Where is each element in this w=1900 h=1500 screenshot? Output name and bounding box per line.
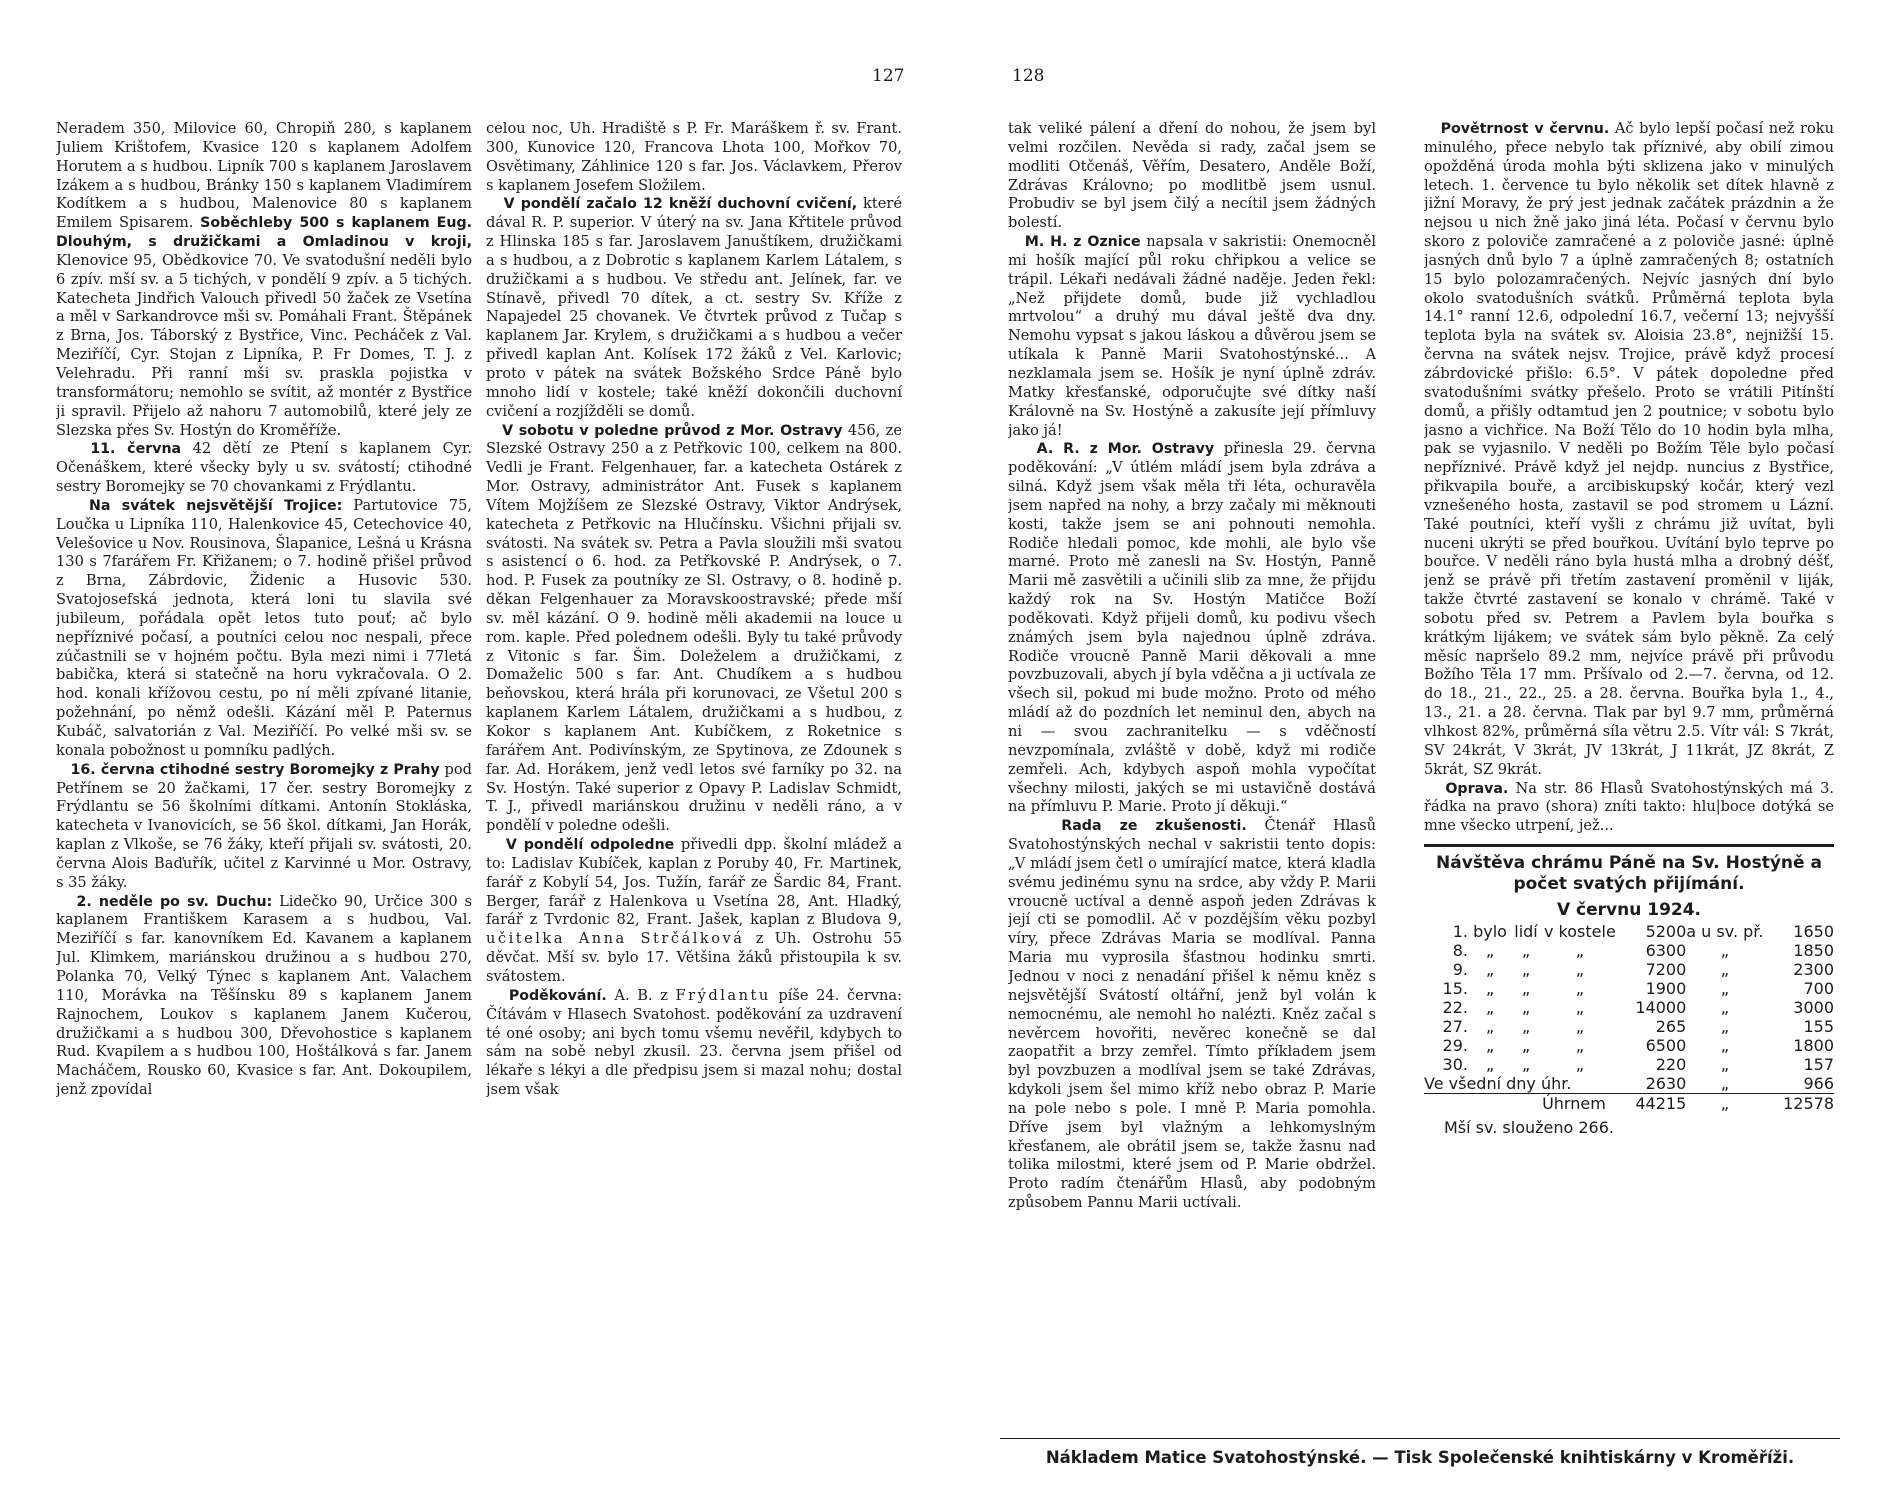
word-cell: „ bbox=[1720, 1016, 1730, 1036]
word-cell: „ bbox=[1485, 1035, 1495, 1055]
word-cell: v kostele bbox=[1544, 921, 1616, 941]
paragraph bbox=[56, 761, 472, 893]
word-cell: „ bbox=[1720, 978, 1730, 998]
weekday-people: 2630 bbox=[1616, 1074, 1687, 1094]
word-cell: „ bbox=[1575, 940, 1585, 960]
text: Ač bylo lepší počasí než roku minulého, přece nebylo tak příznivé, aby obilí zimou opožděná úroda mohla býti sklizena jako v minulých letech. 1. července tu bylo několik set dítek hlavně z jižní Moravy, že prý jest jednak začátek prázdnin a že nejsou u nich žně jako jiná léta. Počasí v červnu bylo skoro z poloviče zamračené a z poloviče jasné: úplně jasných dnů bylo 7 a úplně zamračených 8; ostatních 15 bylo polozamračených. Nejvíc jasných dní bylo okolo svatodušních svátků. Průměrná teplota byla 14.1° ranní 12.6, odpolední 16.7, večerní 13; nejvyšší teplota byla na svátek sv. Aloisia 23.8°, nejnižší 15. června na svátek nejsv. Trojice, právě když procesí zábrdovické přišlo: 6.5°. V pátek dopoledne před svatodušními svátky přešelo. Proto se vrátili Pitínští domů, a přišly odtamtud jen 2 poutnice; v sobotu bylo jasno a vichřice. Na Boží Tělo do 10 hodin byla mlha, pak se vyjasnilo. V neděli po Božím Těle bylo počasí nepříznivé. Právě když jel nejdp. nuncius z Bystřice, přikvapila bouře, a arcibiskupský kočár, který vezl vznešeného hosta, zastavil se pod stromem u Lázní. Také poutníci, kteří vyšli z chrámu již uvítat, byli nuceni ukrýti se před bouřkou. Uvítání bylo teprve po bouřce. V neděli ráno byla hustá mlha a drobný déšť, jenž se právě při třetím zastavení proměnil v liják, takže čtvrté zastavení se konalo v chrámě. Také v sobotu před sv. Petrem a Pavlem byla bouřka s krátkým lijákem; ve svátek sám bylo pěkně. Za celý měsíc napršelo 89.2 mm, nejvíce právě při průvodu Božího Těla 17 mm. Pršívalo od 2.—7. června, od 12. do 18., 21., 22., 25. a 28. června. Bouřka byla 1., 4., 13., 21. a 28. června. Tlak par byl 9.7 mm, průměrná vlhkost 82%, průměrná síla větru 2.5. Vítr vál: S 7krát, SV 24krát, V 3krát, JV 13krát, J 11krát, JZ 8krát, Z 5krát, SZ 9krát. bbox=[1424, 120, 1834, 778]
word-cell: „ bbox=[1485, 978, 1495, 998]
table-row bbox=[1424, 960, 1834, 979]
table-row bbox=[1424, 941, 1834, 960]
heading: V sobotu v poledne průvod z Mor. Ostravy bbox=[502, 422, 843, 439]
communions-cell: 700 bbox=[1803, 978, 1834, 998]
heading: Na svátek nejsvětější Trojice: bbox=[89, 497, 343, 514]
total-people: 44215 bbox=[1635, 1093, 1687, 1113]
stats-table bbox=[1424, 922, 1834, 1113]
word-cell: „ bbox=[1575, 978, 1585, 998]
ditto-mark: „ bbox=[1686, 1074, 1763, 1094]
text: 42 dětí ze Ptení s kaplanem Cyr. Očenáškem, které všecky byly u sv. svátostí; ctihodné sestry Boromejky se 70 chovankami z Frýdlantu. bbox=[56, 440, 472, 496]
communions-cell: 1800 bbox=[1793, 1035, 1834, 1055]
table-row bbox=[1424, 1036, 1834, 1055]
word-cell: „ bbox=[1521, 997, 1531, 1017]
paragraph bbox=[56, 893, 472, 1100]
paragraph bbox=[486, 422, 902, 837]
word-cell: „ bbox=[1521, 1035, 1531, 1055]
footer-divider bbox=[1000, 1438, 1840, 1439]
word-cell: „ bbox=[1485, 940, 1495, 960]
paragraph bbox=[1008, 817, 1376, 1213]
text: které dával R. P. superior. V úterý na sv. Jana Křtitele průvod z Hlinska 185 s far. Jaroslavem Januštíkem, družičkami a s hudbou, a z Dobrotic s kaplanem Karlem Látalem, s družičkami a s hudbou. Ve středu ant. Jelínek, far. ve Stínavě, přivedl 70 dítek, a ct. sestry Sv. Kříže z Napajedel 25 chovanek. Ve čtvrtek průvod z Tučap s kaplanem Jar. Krylem, s družičkami a s hudbou a večer přivedl kaplan Ant. Kolísek 172 žáků z Vel. Karlovic; proto v pátek na svátek Božského Srdce Páně bylo mnoho lidí v kostele; také kněží dokončili duchovní cvičení a rozjížděli se domů. bbox=[486, 195, 902, 420]
stats-title: Návštěva chrámu Páně na Sv. Hostýně a počet svatých přijímání. bbox=[1436, 853, 1822, 895]
heading: 16. června ctihodné sestry Boromejky z Prahy bbox=[70, 761, 440, 778]
people-cell: 5200 bbox=[1645, 921, 1687, 941]
heading: A. R. z Mor. Ostravy bbox=[1036, 441, 1215, 458]
word-cell: lidí bbox=[1514, 921, 1538, 941]
table-row bbox=[1424, 922, 1834, 941]
table-row bbox=[1424, 1017, 1834, 1036]
stats-subtitle: V červnu 1924. bbox=[1556, 900, 1702, 921]
total-communions: 12578 bbox=[1783, 1093, 1834, 1113]
paragraph bbox=[56, 440, 472, 497]
day-cell: 29. bbox=[1442, 1035, 1468, 1055]
heading: 11. června bbox=[90, 441, 182, 458]
communions-cell: 1650 bbox=[1793, 921, 1834, 941]
communions-cell: 155 bbox=[1803, 1016, 1834, 1036]
text: Klenovice 95, Obědkovice 70. Ve svatodušní neděli bylo 6 zpív. mší sv. a 5 tichých, v pondělí 9 zpív. a 5 tichých. Katecheta Jindřich Valouch přivedl 50 žaček ze Vsetína a měl v Sarkandrovce mši sv. Pomáhali Frant. Štěpánek z Brna, Jos. Táborský z Bystřice, Vinc. Pecháček z Val. Meziříčí, Cyr. Stojan z Lipníka, P. Fr Domes, T. J. z Velehradu. Při ranní mši sv. praskla pojistka v transformátoru; nemohlo se svítit, až montér z Bystřice ji spravil. Přijelo až nahoru 7 automobilů, které jely ze Slezska přes Sv. Hostýn do Kroměříže. bbox=[56, 251, 472, 439]
word-cell: „ bbox=[1575, 997, 1585, 1017]
table-row bbox=[1424, 1055, 1834, 1074]
text: Na str. 86 Hlasů Svatohostýnských má 3. řádka na pravo (shora) zníti takto: hlu|boce dotýká se mne všecko utrpení, jež... bbox=[1424, 779, 1834, 835]
day-cell: 27. bbox=[1442, 1016, 1468, 1036]
people-cell: 1900 bbox=[1645, 978, 1687, 998]
day-cell: 30. bbox=[1442, 1054, 1468, 1074]
text: 456, ze Slezské Ostravy 250 a z Petřkovic 100, celkem na 800. Vedli je Frant. Felgenhauer, far. a katecheta Ostárek z Mor. Ostravy, administrátor Ant. Fusek s kaplanem Vítem Mojžíšem ze Slezské Ostravy, Viktor Andrýsek, katecheta z Petřkovic na Hlučínsku. Všichni přijali sv. svátosti. Na svátek sv. Petra a Pavla sloužili mši svatou s asistencí o 6. hod. za Petřkovské P. Andrýsek, o 7. hod. P. Fusek za poutníky ze Sl. Ostravy, o 8. hodině p. děkan Felgenhauer za Moravskoostravské; přede mší sv. měl kázání. O 9. hodině měli akademii na louce u rom. kaple. Před polednem odešli. Byly tu také průvody z Vitonic s far. Šim. Doleželem a družičkami, z Domaželic 500 s far. Ant. Chudíkem a s hudbou beňovskou, která hrála při korunovaci, ze Všetul 200 s kaplanem Karlem Látalem, družičkami a s hudbou, z Kokor s kaplanem Ant. Kubíčkem, z Roketnice s farářem Ant. Podivínským, ze Spytinova, ze Zdounek s far. Ad. Horákem, jenž vedl letos své farníky po 32. na Sv. Hostýn. Také superior z Opavy P. Ladislav Schmidt, T. J., přivedl mariánskou družinu v neděli ráno, a v pondělí v poledne odešli. bbox=[486, 421, 902, 835]
paragraph bbox=[486, 836, 902, 987]
table-row bbox=[1424, 1074, 1834, 1094]
word-cell: „ bbox=[1485, 997, 1495, 1017]
paragraph bbox=[1424, 120, 1834, 780]
day-cell: 8. bbox=[1452, 940, 1468, 960]
day-cell: 15. bbox=[1442, 978, 1468, 998]
word-cell: „ bbox=[1575, 1054, 1585, 1074]
communions-cell: 157 bbox=[1803, 1054, 1834, 1074]
heading: V pondělí začalo 12 kněží duchovní cvičení, bbox=[503, 196, 858, 213]
word-cell: „ bbox=[1521, 1016, 1531, 1036]
text: přinesla 29. června poděkování: „V útlém mládí jsem byla zdráva a silná. Když jsem však měla tři léta, ochuravěla jsem napřed na nohy, a brzy začaly mi měknouti kosti, takže jsem se ani pohnouti nemohla. Rodiče hledali pomoc, kde mohli, ale bylo vše marné. Proto mě zanesli na Sv. Hostýn, Panně Marii mě zasvětili a učinili slib za mne, že přijdu každý rok na Sv. Hostýn Matičce Boží poděkovati. Když přijeli domů, ku podivu všech známých jsem byla najednou úplně zdráva. Rodiče vroucně Panně Marii děkovali a mne povzbuzovali, abych jí byla vděčna a ji uctívala ze všech sil, pokud mi bude možno. Proto od mého mládí až do pozdních let neminul den, abych na ni — svou zachranitelku — s vděčností nevzpomínala, zvláště v době, když mi rodiče zemřeli. Ach, kdybych aspoň mohla vypočítat všechny milosti, jakých se mi ustavičně dostává na přímluvu P. Marie. Proto jí děkuji.“ bbox=[1008, 440, 1376, 816]
column-1 bbox=[56, 120, 472, 1450]
day-cell: 1. bbox=[1452, 921, 1468, 941]
total-label: Úhrnem bbox=[1542, 1093, 1606, 1113]
word-cell: bylo bbox=[1473, 921, 1507, 941]
masses-note: Mší sv. slouženo 266. bbox=[1444, 1117, 1614, 1137]
heading: Oprava. bbox=[1445, 780, 1509, 797]
text: celou noc, Uh. Hradiště s P. Fr. Maráškem ř. sv. Frant. 300, Kunovice 120, Francova Lhota 100, Mořkov 70, Osvětimany, Záhlinice 120 s far. Jos. Václavkem, Přerov s kaplanem Josefem Složilem. bbox=[486, 120, 902, 194]
word-cell: „ bbox=[1720, 997, 1730, 1017]
word-cell: „ bbox=[1575, 959, 1585, 979]
heading: M. H. z Oznice bbox=[1024, 234, 1141, 251]
divider bbox=[1424, 844, 1834, 847]
word-cell: „ bbox=[1720, 1054, 1730, 1074]
word-cell: „ bbox=[1575, 1016, 1585, 1036]
word-cell: „ bbox=[1485, 1016, 1495, 1036]
word-cell: „ bbox=[1521, 940, 1531, 960]
word-cell: a u sv. př. bbox=[1686, 921, 1764, 941]
heading: 2. neděle po sv. Duchu: bbox=[76, 893, 273, 910]
word-cell: „ bbox=[1485, 959, 1495, 979]
day-cell: 22. bbox=[1442, 997, 1468, 1017]
paragraph bbox=[1008, 233, 1376, 440]
word-cell: „ bbox=[1720, 1035, 1730, 1055]
day-cell: 9. bbox=[1452, 959, 1468, 979]
communions-cell: 1850 bbox=[1793, 940, 1834, 960]
people-cell: 6300 bbox=[1645, 940, 1687, 960]
communions-cell: 3000 bbox=[1793, 997, 1834, 1017]
column-4 bbox=[1424, 120, 1834, 1450]
heading: Poděkování. bbox=[508, 987, 607, 1004]
spaced-text: Frýdlantu bbox=[675, 986, 771, 1004]
ditto-mark: „ bbox=[1720, 1093, 1730, 1113]
text: napsala v sakristii: Onemocněl mi hošík mající půl roku chřipkou a velice se trápil. Lékaři nedávali žádné naděje. Jeden řekl: „Než přijdete domů, bude již vychladlou mrtvolou“ a druhý mu dával ještě dva dny. Nemohu vypsat s jakou láskou a důvěrou jsem se utíkala k Panně Marii Svatohostýnské... A nezklamala jsem se. Hošík je nyní úplně zdráv. Matky křesťanské, odporučujte své dítky naší Královně na Sv. Hostýně a zakusíte její přímluvy jako já! bbox=[1008, 233, 1376, 439]
text: A. B. z bbox=[614, 986, 668, 1004]
paragraph bbox=[486, 120, 902, 195]
text: z Uh. Ostrohu 55 děvčat. Mší sv. bylo 17. Většina žáků přistoupila k sv. svátostem. bbox=[486, 930, 902, 985]
weekday-communions: 966 bbox=[1763, 1074, 1834, 1094]
imprint: Nákladem Matice Svatohostýnské. — Tisk Společenské knihtiskárny v Kroměříži. bbox=[1045, 1448, 1795, 1467]
text: přivedli dpp. školní mládež a to: Ladislav Kubíček, kaplan z Poruby 40, Fr. Martinek, farář z Kobylí 54, Jos. Tužín, farář ze Šardic 84, Frant. Berger, farář z Halenkova u Vsetína 28, Ant. Hladký, farář z Tvrdonic 82, Frant. Jašek, kaplan z Bludova 9, bbox=[486, 836, 902, 929]
people-cell: 265 bbox=[1655, 1016, 1687, 1036]
word-cell: „ bbox=[1720, 959, 1730, 979]
word-cell: „ bbox=[1521, 978, 1531, 998]
paragraph bbox=[486, 987, 902, 1100]
communions-cell: 2300 bbox=[1793, 959, 1834, 979]
text: Lidečko 90, Určice 300 s kaplanem Františkem Karasem a s hudbou, Val. Meziříčí s far. kanovníkem Ed. Kavanem a kaplanem Jul. Klimkem, mariánskou družinou a s hudbou 270, Polanka 70, Velký Týnec s kaplanem Ant. Valachem 110, Morávka na Těšínsku 89 s kaplanem Janem Rajnochem, Loukov s kaplanem Janem Kučerou, družičkami a s hudbou 300, Dřevohostice s kaplanem Rud. Kvapilem a s hudbou 100, Hoštálková s far. Janem Macháčem, Rousko 60, Kvasice s far. Ant. Dokoupilem, jenž zpovídal bbox=[56, 892, 472, 1099]
paragraph bbox=[1008, 120, 1376, 233]
heading: V pondělí odpoledne bbox=[505, 837, 675, 854]
page-number-right: 128 bbox=[1012, 66, 1045, 86]
word-cell: „ bbox=[1521, 959, 1531, 979]
paragraph bbox=[486, 195, 902, 421]
word-cell: „ bbox=[1521, 1054, 1531, 1074]
text: tak veliké pálení a dření do nohou, že jsem byl velmi rozčilen. Nevěda si rady, začal jsem se modliti Otčenáš, Věřím, Desatero, Anděle Boží, Zdrávas Královno; po modlitbě jsem usnul. Probudiv se byl jsem čilý a necítil jsem žádných bolestí. bbox=[1008, 120, 1376, 232]
people-cell: 7200 bbox=[1645, 959, 1687, 979]
paragraph bbox=[1008, 440, 1376, 817]
text: Neradem 350, Milovice 60, Chropiň 280, s kaplanem Juliem Krištofem, Kvasice 120 s kaplanem Adolfem Horutem a s hudbou. Lipník 700 s kaplanem Jaroslavem Izákem a s hudbou, Bránky 150 s kaplanem Vladimírem Kodítkem a s hudbou, Malenovice 80 s kaplanem Emilem Spisarem. bbox=[56, 120, 472, 232]
word-cell: „ bbox=[1720, 940, 1730, 960]
heading: Rada ze zkušenosti. bbox=[1061, 818, 1247, 835]
table-row bbox=[1424, 998, 1834, 1017]
word-cell: „ bbox=[1485, 1054, 1495, 1074]
table-row bbox=[1424, 1093, 1834, 1113]
paragraph bbox=[56, 497, 472, 761]
table-row bbox=[1424, 979, 1834, 998]
page-number-left: 127 bbox=[872, 66, 905, 86]
people-cell: 6500 bbox=[1645, 1035, 1687, 1055]
text: Čtenář Hlasů Svatohostýnských nechal v sakristii tento dopis: „V mládí jsem četl o umírající matce, která kladla svému jedinému synu na srdce, aby vždy P. Marii vroucně uctíval a denně aspoň jeden Zdrávas k její cti se pomodlil. Ač v pozdějším věku pozbyl víry, přece Zdrávas Maria se modlíval. Panna Maria mu vyprosila šťastnou hodinku smrti. Jednou v noci z nenadání přišel k němu kněz s nejsvětější Svátostí oltářní, jenž byl volán k nemocnému, ale nemohl ho nalézti. Kněz začal s nevěrcem hovořiti, nevěrec konečně se dal zaopatřit a brzy zemřel. Tímto příkladem jsem byl povzbuzen a modlíval jsem se také Zdrávas, kdykoli jsem šel mimo kříž nebo obraz P. Marie na pole nebo s pole. I mně P. Maria pomohla. Dříve jsem byl vlažným a lehkomyslným křesťanem, ale obrátil jsem se, takže žasnu nad tolika milostmi, které jsem od P. Marie obdržel. Proto radím čtenářům Hlasů, aby podobným způsobem Pannu Marii uctívali. bbox=[1008, 817, 1376, 1212]
word-cell: „ bbox=[1575, 1035, 1585, 1055]
paragraph bbox=[56, 120, 472, 440]
text: pod Petřínem se 20 žačkami, 17 čer. sestry Boromejky z Frýdlantu se 56 školními dítkami. Antonín Stokláska, katecheta v Ivanovicích, se 56 škol. dítkami, Jan Horák, kaplan z Vlkoše, se 76 žáky, kteří přijali sv. svátosti, 20. června Alois Baďuřík, učitel z Karvinné u Mor. Ostravy, s 35 žáky. bbox=[56, 760, 472, 891]
text: píše 24. června: Čítávám v Hlasech Svatohost. poděkování za uzdravení té oné osoby; ani bych tomu všemu nevěřil, kdybych to sám na sobě nebyl zkusil. 23. června jsem přišel od lékaře s lékyi a dle předpisu jsem si mazal nohu; dostal jsem však bbox=[486, 986, 902, 1099]
people-cell: 220 bbox=[1655, 1054, 1687, 1074]
weekday-label: Ve všední dny úhr. bbox=[1424, 1074, 1616, 1094]
spaced-text: učitelka Anna Strčálková bbox=[486, 930, 745, 948]
heading: Soběchleby 500 s kaplanem Eug. Dlouhým, s družičkami a Omladinou v kroji, bbox=[56, 215, 472, 251]
heading: Povětrnost v červnu. bbox=[1440, 121, 1610, 137]
column-3 bbox=[1008, 120, 1376, 1450]
people-cell: 14000 bbox=[1635, 997, 1687, 1017]
column-2 bbox=[486, 120, 902, 1450]
text: Partutovice 75, Loučka u Lipníka 110, Halenkovice 45, Cetechovice 40, Velešovice u Nov. Rousinova, Šlapanice, Lešná u Krásna 130 s 7farářem Fr. Křižanem; o 7. hodině přišel průvod z Brna, Zábrdovic, Židenic a Husovic 530. Svatojosefská jednota, která loni tu slavila své jubileum, pořádala opět letos tuto pouť; ač bylo nepříznivé počasí, a poutníci celou noc nespali, přece zúčastnili se v hojném počtu. Byla mezi nimi i 77letá babička, která si statečně na horu vykračovala. O 2. hod. konali křížovou cestu, po ní měli zpívané litanie, požehnání, po němž odešli. Kázání měl P. Paternus Kubáč, salvatorián z Val. Meziříčí. Po velké mši sv. se konala pobožnost u pomníku padlých. bbox=[56, 496, 472, 759]
paragraph bbox=[1424, 780, 1834, 837]
